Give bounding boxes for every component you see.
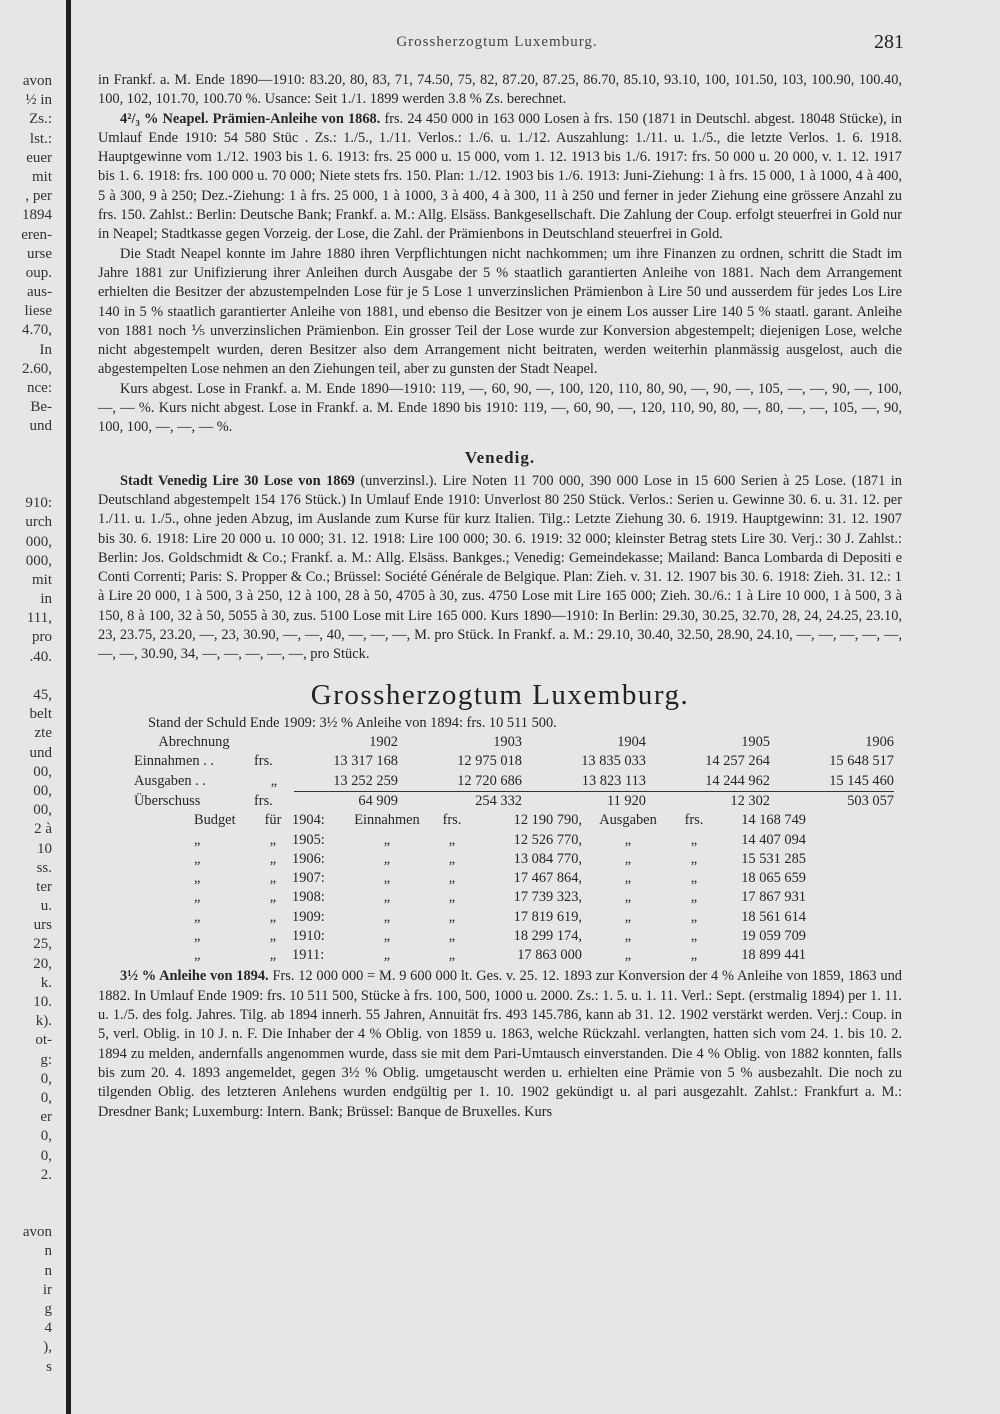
margin-fragment: belt — [29, 706, 52, 723]
budget-row — [194, 830, 806, 849]
margin-fragment: ter — [36, 878, 52, 895]
budget-cell: „ — [448, 831, 456, 848]
margin-fragment: 111, — [26, 610, 52, 627]
budget-cell: „ — [194, 850, 201, 867]
budget-cell: „ — [269, 889, 277, 906]
ledger-header-cell: 1906 — [865, 734, 894, 751]
margin-fragment: 45, — [33, 687, 52, 703]
margin-fragment: 0, — [40, 1128, 52, 1145]
margin-fragment: 000, — [25, 533, 52, 550]
margin-fragment: aus- — [27, 284, 52, 301]
ledger-cell: 15 145 460 — [829, 772, 894, 789]
budget-cell: „ — [624, 870, 632, 887]
venedig-heading: Venedig. — [464, 447, 536, 467]
budget-cell: 17 863 000 — [517, 947, 582, 964]
kurs-paragraph: in Frankf. a. M. Ende 1890—1910: 83.20, 80, 83, 71, 74.50, 75, 82, 87.20, 87.25, 86.70, 85.10, 93.10, 100, 101.50, 103, 100.90, 100.40, 100, 102, 101.70, 100.70 %. Usance: Seit 1./1. 1899 werden 3.8 % Zs. berechnet. — [98, 72, 902, 108]
budget-cell: 14 168 749 — [741, 812, 806, 829]
margin-fragment: urs — [33, 917, 52, 934]
ledger-cell: 503 057 — [770, 791, 894, 811]
margin-fragment: urch — [25, 514, 52, 531]
margin-fragment: mit — [31, 571, 52, 588]
budget-cell: 13 084 770, — [513, 850, 582, 867]
budget-row — [194, 850, 806, 869]
ledger-cell: 13 823 113 — [581, 772, 646, 789]
venedig-paragraph — [98, 472, 902, 665]
ledger-cell: 64 909 — [294, 791, 398, 811]
neapel-loan-paragraph — [98, 110, 902, 245]
margin-fragment: 0, — [40, 1147, 52, 1164]
ledger-header-cell: 1903 — [493, 734, 522, 751]
margin-fragment: euer — [26, 149, 52, 166]
budget-cell: „ — [448, 947, 456, 964]
ledger-header-row — [134, 733, 894, 752]
budget-cell: „ — [624, 889, 632, 906]
budget-cell: „ — [448, 870, 456, 887]
margin-fragment: 4 — [44, 1320, 52, 1337]
ledger-header-cell: 1905 — [741, 734, 770, 751]
chapter-title: Grossherzogtum Luxemburg. — [310, 678, 690, 711]
margin-fragment: k. — [40, 974, 52, 991]
text-column — [98, 71, 902, 1122]
ledger-unit: „ — [270, 772, 278, 789]
ledger-cell: 14 257 264 — [705, 753, 770, 770]
budget-cell: „ — [269, 947, 277, 964]
budget-cell: „ — [690, 928, 698, 945]
page-header — [90, 31, 904, 60]
budget-cell: 19 059 709 — [741, 928, 806, 945]
anleihe-1894-body: Frs. 12 000 000 = M. 9 600 000 lt. Ges. v. 25. 12. 1893 zur Konversion der 4 % Anleihe von 1859, 1863 und 1882. In Umlauf Ende 1909: frs. 10 511 500, Stücke à frs. 100, 500, 1000 u. 2000. Zs.: 1. 5. u. 1. 11. Verl.: Sept. (erstmalig 1894) per 1. 11. u. 1./5. des folg. Jahres. Tilg. ab 1894 innerh. 55 Jahren, Annuität frs. 493 145.786, kann ab 31. 12. 1902 verstärkt werden. Verj.: Coup. in 5, verl. Oblig. in 10 J. n. F. Die Inhaber der 4 % Oblig. von 1859 u. 1863, welche Rückzahl. verlangten, hatten sich vom 24. 1. bis 10. 2. 1894 zu melden, andernfalls angenommen wurde, dass sie mit dem Pari-Umtausch einverstanden. Die 4 % Oblig. von 1882 konnten, falls bis zum 20. 4. 1893 angemeldet, gegen 3½ % Oblig. umgetauscht werden u. erhielten eine Prämie von 5 % ausbezahlt. Die noch zu tilgenden Oblig. des letzteren Anlehens wurden endgültig per 1. 10. 1902 gekündigt u. al pari ausgezahlt. Zahlst.: Frankfurt a. M.: Dresdner Bank; Luxemburg: Intern. Bank; Brüssel: Banque de Bruxelles. Kurs — [98, 968, 902, 1120]
ledger-cell: 12 720 686 — [457, 772, 522, 789]
anleihe-1894-paragraph — [98, 967, 902, 1121]
neapel-loan-heading: 4²/₃ % Neapel. Prämien-Anleihe von 1868. — [120, 110, 381, 127]
budget-cell: 1907: — [292, 870, 325, 887]
ledger-row-einnahmen — [134, 752, 894, 771]
budget-cell: „ — [448, 908, 456, 925]
budget-cell: „ — [624, 908, 632, 925]
budget-table — [194, 811, 806, 965]
margin-fragment: 00, — [33, 782, 52, 799]
margin-fragment: oup. — [25, 264, 52, 281]
budget-cell: 12 526 770, — [513, 831, 582, 848]
margin-fragment: avon — [22, 1224, 52, 1241]
ledger-cell: 13 252 259 — [333, 772, 398, 789]
neapel-kurs-paragraph: Kurs abgest. Lose in Frankf. a. M. Ende 1890—1910: 119, —, 60, 90, —, 100, 120, 110, 80, 90, —, 90, —, 105, —, —, 90, —, 100, —, — %. Kurs nicht abgest. Lose in Frankf. a. M. Ende 1890 bis 1910: 119, —, 60, 90, —, 120, 110, 90, 80, —, 80, —, —, 105, —, 90, 100, 100, —, —, — %. — [98, 380, 902, 436]
budget-cell: Budget — [194, 812, 236, 829]
margin-fragment: lst.: — [29, 130, 52, 147]
adjacent-page-fragments — [0, 72, 52, 1377]
budget-cell: „ — [383, 889, 391, 906]
budget-cell: 1910: — [292, 928, 325, 945]
margin-fragment: nce: — [27, 380, 52, 396]
budget-cell: für — [264, 812, 282, 829]
ledger-unit: frs. — [254, 753, 273, 770]
budget-cell: „ — [624, 928, 632, 945]
budget-row — [194, 908, 806, 927]
margin-fragment: 10 — [37, 840, 52, 857]
margin-fragment: Be- — [30, 399, 52, 416]
budget-cell: „ — [194, 831, 201, 848]
margin-fragment — [0, 437, 52, 456]
ledger-header-cell: Abrechnung — [158, 734, 230, 751]
margin-fragment: s — [46, 1358, 52, 1375]
margin-fragment: pro — [32, 629, 52, 646]
margin-fragment: 2.60, — [22, 360, 52, 377]
margin-fragment: 00, — [33, 763, 52, 780]
budget-cell: „ — [269, 850, 277, 867]
margin-fragment: 20, — [33, 955, 52, 972]
budget-cell: „ — [194, 928, 201, 945]
budget-cell: 1908: — [292, 889, 325, 906]
budget-cell: 1911: — [292, 947, 325, 964]
budget-cell: „ — [690, 831, 698, 848]
margin-fragment: in — [40, 591, 52, 608]
budget-cell: 18 065 659 — [741, 870, 806, 887]
margin-fragment: 2 à — [34, 821, 52, 838]
budget-cell: 1906: — [292, 850, 325, 867]
budget-cell: „ — [269, 928, 277, 945]
venedig-loan-heading: Stadt Venedig Lire 30 Lose von 1869 — [120, 472, 355, 489]
budget-cell: „ — [269, 831, 277, 848]
margin-fragment: er — [40, 1109, 52, 1126]
margin-fragment: g: — [40, 1051, 52, 1068]
budget-cell: „ — [269, 870, 277, 887]
budget-cell: „ — [690, 850, 698, 867]
margin-fragment: Zs.: — [29, 111, 52, 128]
margin-fragment — [0, 475, 52, 494]
budget-cell: Ausgaben — [599, 812, 657, 829]
margin-fragment: .40. — [29, 648, 52, 665]
budget-row — [194, 869, 806, 888]
running-head: Grossherzogtum Luxemburg. — [396, 34, 598, 50]
margin-fragment: eren- — [21, 226, 52, 243]
ledger-label: Ausgaben . . — [134, 772, 206, 789]
budget-cell: 1904: — [292, 812, 325, 829]
margin-fragment: 2. — [40, 1166, 52, 1183]
budget-cell: „ — [690, 908, 698, 925]
debt-status-line: Stand der Schuld Ende 1909: 3½ % Anleihe von 1894: frs. 10 511 500. — [148, 714, 557, 731]
budget-cell: „ — [624, 831, 632, 848]
ledger-row-ausgaben — [134, 772, 894, 792]
anleihe-1894-heading: 3½ % Anleihe von 1894. — [120, 968, 269, 985]
ledger-header-cell: 1902 — [369, 734, 398, 751]
ledger-row-ueberschuss — [134, 791, 894, 811]
ledger-cell: 11 920 — [522, 791, 646, 811]
margin-fragment — [0, 1185, 52, 1204]
margin-fragment: ss. — [36, 859, 52, 876]
budget-cell: „ — [690, 947, 698, 964]
ledger-cell: 12 302 — [646, 791, 770, 811]
gutter-rule — [66, 0, 71, 1414]
budget-rows — [194, 811, 806, 965]
budget-cell: „ — [194, 947, 201, 964]
budget-cell: 17 739 323, — [513, 889, 582, 906]
budget-row — [194, 888, 806, 907]
budget-cell: 14 407 094 — [741, 831, 806, 848]
margin-fragment — [0, 456, 52, 475]
margin-fragment — [0, 667, 52, 686]
margin-fragment: 00, — [33, 802, 52, 819]
margin-fragment: ir — [42, 1281, 52, 1298]
ledger-table — [134, 733, 894, 811]
budget-cell: 18 299 174, — [513, 928, 582, 945]
budget-cell: „ — [383, 850, 391, 867]
margin-fragment: u. — [40, 898, 52, 915]
margin-fragment: liese — [24, 303, 52, 320]
margin-fragment: ), — [43, 1339, 52, 1356]
budget-cell: 18 899 441 — [741, 947, 806, 964]
budget-cell: „ — [624, 947, 632, 964]
margin-fragment: 25, — [33, 936, 52, 953]
budget-cell: „ — [383, 928, 391, 945]
budget-cell: 1905: — [292, 831, 325, 848]
margin-fragment: 1894 — [22, 207, 52, 224]
margin-fragment: 0, — [40, 1070, 52, 1087]
budget-cell: „ — [448, 889, 456, 906]
margin-fragment: zte — [34, 725, 52, 742]
ledger-cell: 254 332 — [398, 791, 522, 811]
budget-cell: 15 531 285 — [741, 850, 806, 867]
budget-cell: „ — [383, 947, 391, 964]
margin-fragment — [0, 1204, 52, 1223]
margin-fragment: avon — [22, 73, 52, 89]
ledger-unit: frs. — [254, 792, 273, 809]
budget-cell: „ — [269, 908, 277, 925]
margin-fragment: ½ in — [25, 92, 52, 109]
budget-row — [194, 946, 806, 965]
ledger-cell: 13 317 168 — [333, 753, 398, 770]
budget-cell: frs. — [442, 812, 462, 829]
ledger-cell: 14 244 962 — [705, 772, 770, 789]
budget-row — [194, 811, 806, 830]
budget-cell: „ — [690, 870, 698, 887]
margin-fragment: 000, — [25, 552, 52, 569]
margin-fragment: mit — [31, 168, 52, 185]
ledger-header-cell: 1904 — [617, 734, 646, 751]
ledger-cell: 12 975 018 — [457, 753, 522, 770]
budget-cell: 1909: — [292, 908, 325, 925]
budget-cell: 17 467 864, — [513, 870, 582, 887]
margin-fragment: und — [29, 418, 52, 435]
page-number: 281 — [874, 31, 904, 53]
margin-fragment: n — [44, 1262, 52, 1279]
ledger-cell: 13 835 033 — [581, 753, 646, 770]
ledger-cell: 15 648 517 — [829, 753, 894, 770]
venedig-loan-body: (unverzinsl.). Lire Noten 11 700 000, 390 000 Lose in 15 600 Serien à 25 Lose. (1871 in Deutschland abgestempelt 154 176 Stück.) In Umlauf Ende 1910: Unverlost 80 250 Stück. Verlos.: Serien u. Gewinne 30. 6. u. 31. 12. per 1./11. u. 1./5., ohne jeden Abzug, im Auslande zum Kurse für kurz Italien. Tilg.: Letzte Ziehung 30. 6. 1919. Hauptgewinn: 31. 12. 1907 bis 30. 6. 1918: Lire 20 000 u. 10 000; 31. 12. 1918: Lire 100 000; 30. 6. 1919: 32 000; kleinster Betrag stets Lire 30. Verj.: 30 J. Zahlst.: Berlin: Jos. Goldschmidt & Co.; Frankf. a. M.: Allg. Elsäss. Bankges.; Venedig: Gemeindekasse; Mailand: Banca Lombarda di Depositi e Conti Correnti; Paris: S. Propper & Co.; Brüssel: Société Générale de Belgique. Plan: Zieh. v. 31. 12. 1907 bis 30. 6. 1918: Zieh. 31. 12.: 1 à Lire 20 000, 1 à 500, 3 à 250, 12 à 100, 28 à 50, 4705 à 30, zus. 4750 Lose mit Lire 165 000; Zieh. 30./6.: 1 à Lire 10 000, 1 à 500, 3 à 150, 8 à 100, 32 à 50, 5055 à 30, zus. 5100 Lose mit Lire 165 000. Kurs 1890—1910: In Berlin: 29.30, 30.25, 32.70, 28, 24, 24.25, 23.10, 23, 23.75, 23.20, —, 23, 30.90, —, —, 40, —, —, —, M. pro Stück. In Frankf. a. M.: 29.10, 30.40, 32.50, 28.90, 24.10, —, —, —, —, —, —, —, 30.90, 34, —, —, —, —, —, pro Stück. — [98, 472, 902, 663]
budget-cell: „ — [194, 908, 201, 925]
margin-fragment: In — [39, 341, 52, 358]
margin-fragment: urse — [27, 245, 52, 262]
margin-fragment: , per — [25, 188, 52, 205]
margin-fragment: 4.70, — [22, 322, 52, 339]
budget-cell: 17 867 931 — [741, 889, 806, 906]
budget-cell: Einnahmen — [354, 812, 420, 829]
margin-fragment: 910: — [25, 495, 52, 512]
budget-cell: „ — [448, 928, 456, 945]
budget-cell: „ — [690, 889, 698, 906]
neapel-loan-body: frs. 24 450 000 in 163 000 Losen à frs. 150 (1871 in Deutschl. abgest. 18048 Stücke), in Umlauf Ende 1910: 54 580 Stüc . Zs.: 1./5., 1./11. Verlos.: 1./6. u. 1./12. Auszahlung: 1./11. u. 1./5., die letzte Verlos. 1. 6. 1918. Hauptgewinne vom 1./12. 1903 bis 1. 6. 1913: frs. 25 000 u. 15 000, vom 1. 12. 1913 bis 1./6. 1917: frs. 50 000 u. 20 000, v. 1. 12. 1917 bis 1. 6. 1918: frs. 100 000 u. 70 000; Niete stets frs. 150. Plan: 1./12. 1903 bis 1./6. 1913: Juni-Ziehung: 1 à frs. 15 000, 1 à 1000, 4 à 400, 5 à 300, 9 à 250; Dez.-Ziehung: 1 à frs. 25 000, 1 à 1000, 3 à 400, 4 à 300, 11 à 250 und ferner in jeder Ziehung eine grössere Anzahl zu frs. 150. Zahlst.: Berlin: Deutsche Bank; Frankf. a. M.: Allg. Elsäss. Bankgesellschaft. Die Zahlung der Coup. erfolgt steuerfrei in Gold nur in Neapel; Stadtkasse gegen Vorzeig. der Lose, die Zahl. der Prämienbons in Deutschland steuerfrei in Gold. — [98, 110, 903, 243]
budget-cell: „ — [624, 850, 632, 867]
margin-fragment: n — [44, 1243, 52, 1260]
budget-cell: „ — [448, 850, 456, 867]
ledger-label: Überschuss — [134, 792, 201, 809]
budget-cell: „ — [194, 889, 201, 906]
budget-cell: „ — [383, 908, 391, 925]
margin-fragment: ot- — [35, 1032, 52, 1049]
margin-fragment: 10. — [33, 994, 52, 1010]
neapel-history-paragraph: Die Stadt Neapel konnte im Jahre 1880 ihren Verpflichtungen nicht nachkommen; um ihre Finanzen zu ordnen, schritt die Stadt im Jahre 1881 zur Unifizierung ihrer Anleihen durch Ausgabe der 5 % staatlich garantierten Anleihe von 1881. Nach dem Arrangement erhielten die Besitzer der abzustempelnden Lose für je 5 Lose 1 unverzinslichen Prämienbon à Lire 50 und ausserdem für jedes Los Lire 140 in 5 % staatlich garantierter Anleihe von 1881, und ebenso die Besitzer von je einem Los ausser Lire 140 5 % staatl. garant. Anleihe von 1881 noch ⅕ unverzinslichen Prämienbon. Ein grosser Teil der Lose wurde zur Konversion abgestempelt; diejenigen Lose, welche nicht abgestempelt wurden, deren Besitzer also dem Arrangement nicht beitraten, werden weiterhin planmässig ausgelost, auch die abgestempelten Lose nehmen an den Ziehungen teil, aber zu gunsten der Stadt Neapel. — [98, 245, 902, 378]
margin-fragment: 0, — [40, 1089, 52, 1106]
budget-cell: 17 819 619, — [513, 908, 582, 925]
budget-cell: 18 561 614 — [741, 908, 806, 925]
budget-cell: „ — [383, 870, 391, 887]
margin-fragment: g — [44, 1301, 52, 1317]
budget-row — [194, 927, 806, 946]
budget-cell: frs. — [684, 812, 704, 829]
budget-cell: „ — [194, 870, 201, 887]
margin-fragment: k). — [35, 1013, 52, 1030]
budget-cell: „ — [383, 831, 391, 848]
margin-fragment: und — [29, 744, 52, 761]
budget-cell: 12 190 790, — [513, 812, 582, 829]
ledger-label: Einnahmen . . — [134, 753, 214, 770]
